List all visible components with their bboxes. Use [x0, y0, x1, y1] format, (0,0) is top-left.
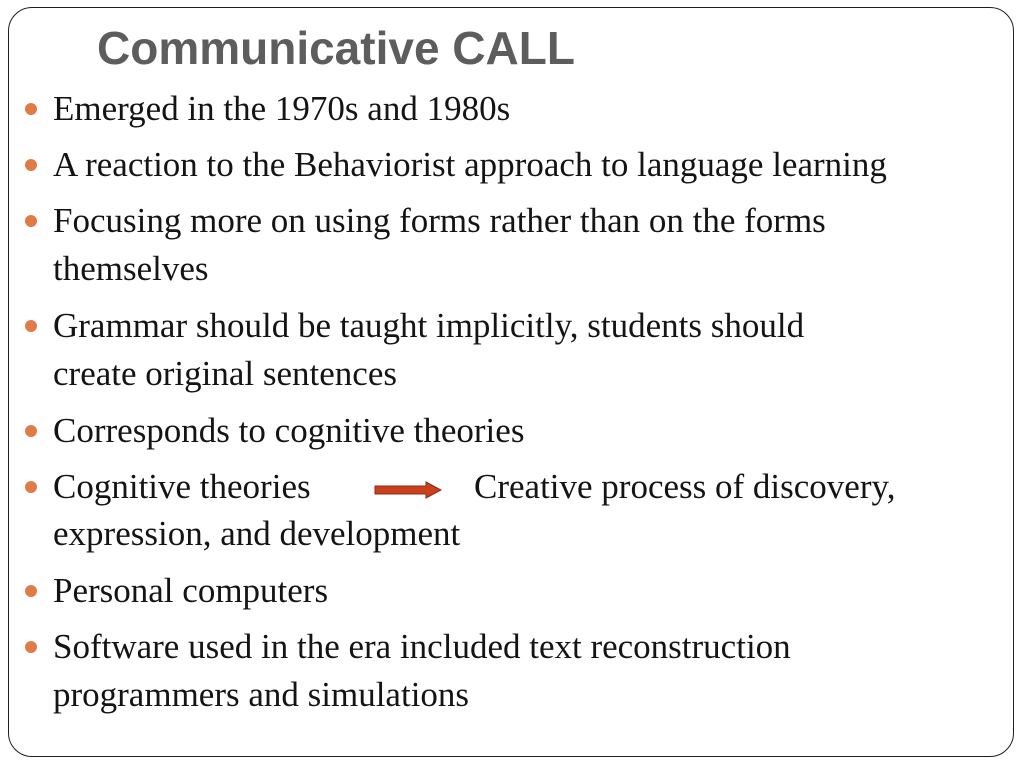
bullet-text-continuation: create original sentences: [53, 354, 397, 393]
bullet-dot-icon: [25, 585, 37, 597]
bullet-text: Software used in the era included text reconstruction: [53, 627, 791, 666]
bullet-dot-icon: [25, 320, 37, 332]
bullet-dot-icon: [25, 641, 37, 653]
bullet-text-continuation: programmers and simulations: [53, 675, 470, 714]
bullet-text: Personal computers: [53, 571, 329, 610]
bullet-text-result: Creative process of discovery,: [474, 467, 896, 506]
bullet-text-continuation: expression, and development: [53, 514, 461, 553]
right-arrow-icon: [374, 481, 442, 499]
bullet-text: Focusing more on using forms rather than on the forms: [53, 201, 826, 240]
bullet-dot-icon: [25, 481, 37, 493]
bullet-text-continuation: themselves: [53, 249, 209, 288]
bullet-text: Emerged in the 1970s and 1980s: [53, 89, 511, 128]
bullet-text: A reaction to the Behaviorist approach to language learning: [53, 145, 887, 184]
bullet-text: Corresponds to cognitive theories: [53, 411, 525, 450]
slide-title: Communicative CALL: [97, 22, 575, 74]
bullet-text: Cognitive theories: [53, 467, 311, 506]
bullet-text: Grammar should be taught implicitly, students should: [53, 306, 805, 345]
bullet-dot-icon: [25, 159, 37, 171]
bullet-dot-icon: [25, 103, 37, 115]
bullet-dot-icon: [25, 215, 37, 227]
bullet-dot-icon: [25, 425, 37, 437]
